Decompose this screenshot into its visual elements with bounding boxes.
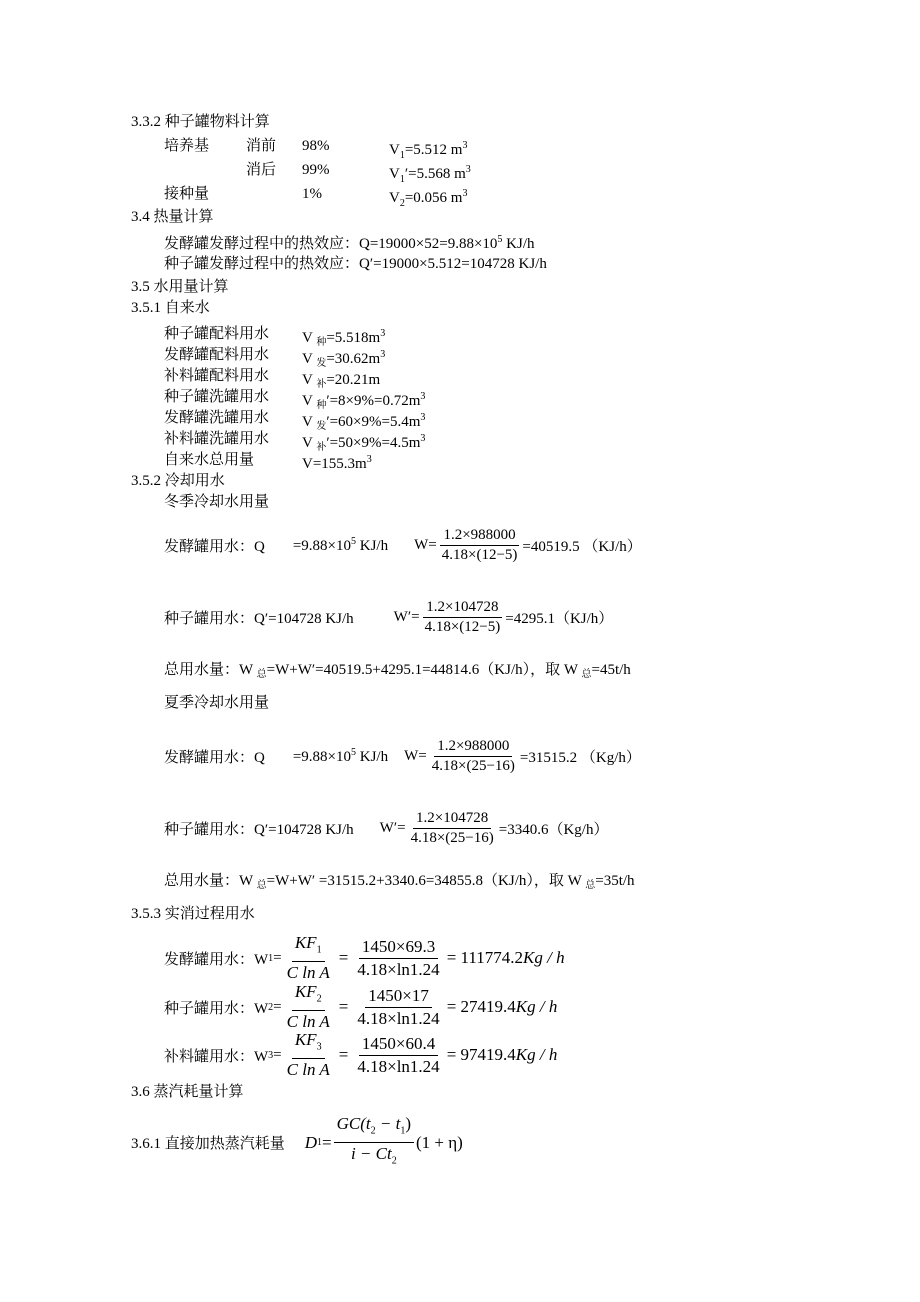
winter-title: 冬季冷却水用量 bbox=[164, 494, 270, 510]
tap-water-label: 发酵罐配料用水 bbox=[164, 347, 270, 363]
row-label-inoculum: 接种量 bbox=[164, 186, 210, 202]
heading-3-5-1: 3.5.1 自来水 bbox=[131, 300, 210, 316]
tap-water-value: $V=155.3m^3$ bbox=[302, 454, 372, 472]
heading-3-4: 3.4 热量计算 bbox=[131, 209, 214, 225]
winter-fermenter-formula: 发酵罐用水：Q $=9.88\times 10^5$ KJ/h W= $\frac{1.2\times 988000}{4.18\times(12-5)}$ =40519.5 （KJ/h） bbox=[164, 527, 642, 563]
summer-fermenter-formula: 发酵罐用水：Q $=9.88\times 10^5$ KJ/h W= $\frac{1.2\times 988000}{4.18\times(25-16)}$ =31515.2 （Kg/h） bbox=[164, 738, 641, 774]
tap-water-label: 补料罐洗罐用水 bbox=[164, 431, 270, 447]
heading-3-5-3: 3.5.3 实消过程用水 bbox=[131, 906, 255, 922]
tap-water-label: 种子罐配料用水 bbox=[164, 326, 270, 342]
tap-water-value: V $_种=5.518m^3$ bbox=[302, 328, 386, 348]
heading-3-5: 3.5 水用量计算 bbox=[131, 279, 229, 295]
tap-water-label: 自来水总用量 bbox=[164, 452, 255, 468]
heat-fermenter: 发酵罐发酵过程中的热效应：$Q=19000\times 52=9.88\times 10^5$ KJ/h bbox=[164, 234, 535, 252]
row-v1-prime: $V_1'=5.568$ $m^3$ bbox=[389, 164, 471, 185]
row-v1: $V_1=5.512$ $m^3$ bbox=[389, 140, 468, 161]
sterilization-formula: 发酵罐用水：W 1 = $\frac{KF_1}{\text{C ln A}}$ = $\frac{1450\times 69.3}{4.18\times\ln 1.24}$ = 111774.2 Kg / h bbox=[164, 933, 565, 983]
tap-water-value: V $_种'=8\times 9\%=0.72m^3$ bbox=[302, 391, 426, 411]
tap-water-value: V $_发'=60\times 9\%=5.4m^3$ bbox=[302, 412, 426, 432]
winter-seed-formula: 种子罐用水：Q′=104728 KJ/h W′= $\frac{1.2\times 104728}{4.18\times(12-5)}$ =4295.1（KJ/h） bbox=[164, 599, 614, 635]
sterilization-formula: 种子罐用水：W 2 = $\frac{KF_2}{\text{C ln A}}$ = $\frac{1450\times 17}{4.18\times\ln 1.24}$ = 27419.4 Kg / h bbox=[164, 982, 558, 1032]
winter-total: 总用水量：W $_总$=W+W′=40519.5+4295.1=44814.6（KJ/h），取 W $_总$=45t/h bbox=[164, 662, 631, 680]
row-label-medium: 培养基 bbox=[164, 138, 210, 154]
sterilization-formula: 补料罐用水：W 3 = $\frac{KF_3}{\text{C ln A}}$ = $\frac{1450\times 60.4}{4.18\times\ln 1.24}$ = 97419.4 Kg / h bbox=[164, 1030, 558, 1080]
row-pct-99: 99% bbox=[302, 162, 330, 178]
summer-total: 总用水量：W $_总$=W+W′ =31515.2+3340.6=34855.8（KJ/h），取 W $_总$=35t/h bbox=[164, 873, 635, 891]
row-label-after: 消后 bbox=[246, 162, 277, 178]
row-pct-1: 1% bbox=[302, 186, 322, 202]
summer-title: 夏季冷却水用量 bbox=[164, 695, 270, 711]
heading-3-6-1: 3.6.1 直接加热蒸汽耗量 bbox=[131, 1136, 285, 1153]
tap-water-value: V $_补'=50\times 9\%=4.5m^3$ bbox=[302, 433, 426, 453]
heading-3-5-2: 3.5.2 冷却用水 bbox=[131, 473, 225, 489]
tap-water-label: 补料罐配料用水 bbox=[164, 368, 270, 384]
row-v2: $V_2=0.056$ $m^3$ bbox=[389, 188, 468, 209]
heading-3-3-2: 3.3.2 种子罐物料计算 bbox=[131, 114, 270, 130]
row-label-before: 消前 bbox=[246, 138, 277, 154]
tap-water-value: V $_补$=20.21m bbox=[302, 372, 381, 390]
summer-seed-formula: 种子罐用水：Q′=104728 KJ/h W′= $\frac{1.2\times 104728}{4.18\times(25-16)}$ =3340.6（Kg/h） bbox=[164, 810, 609, 846]
tap-water-value: V $_发=30.62m^3$ bbox=[302, 349, 386, 369]
tap-water-label: 种子罐洗罐用水 bbox=[164, 389, 270, 405]
tap-water-label: 发酵罐洗罐用水 bbox=[164, 410, 270, 426]
row-pct-98: 98% bbox=[302, 138, 330, 154]
steam-formula-line: 3.6.1 直接加热蒸汽耗量 D 1 = $\frac{GC(t_2 - t_1)}{i - Ct_2}$ (1 + η) bbox=[131, 1114, 463, 1167]
heading-3-6: 3.6 蒸汽耗量计算 bbox=[131, 1084, 244, 1100]
heat-seed: 种子罐发酵过程中的热效应：Q′=19000×5.512=104728 KJ/h bbox=[164, 256, 547, 272]
